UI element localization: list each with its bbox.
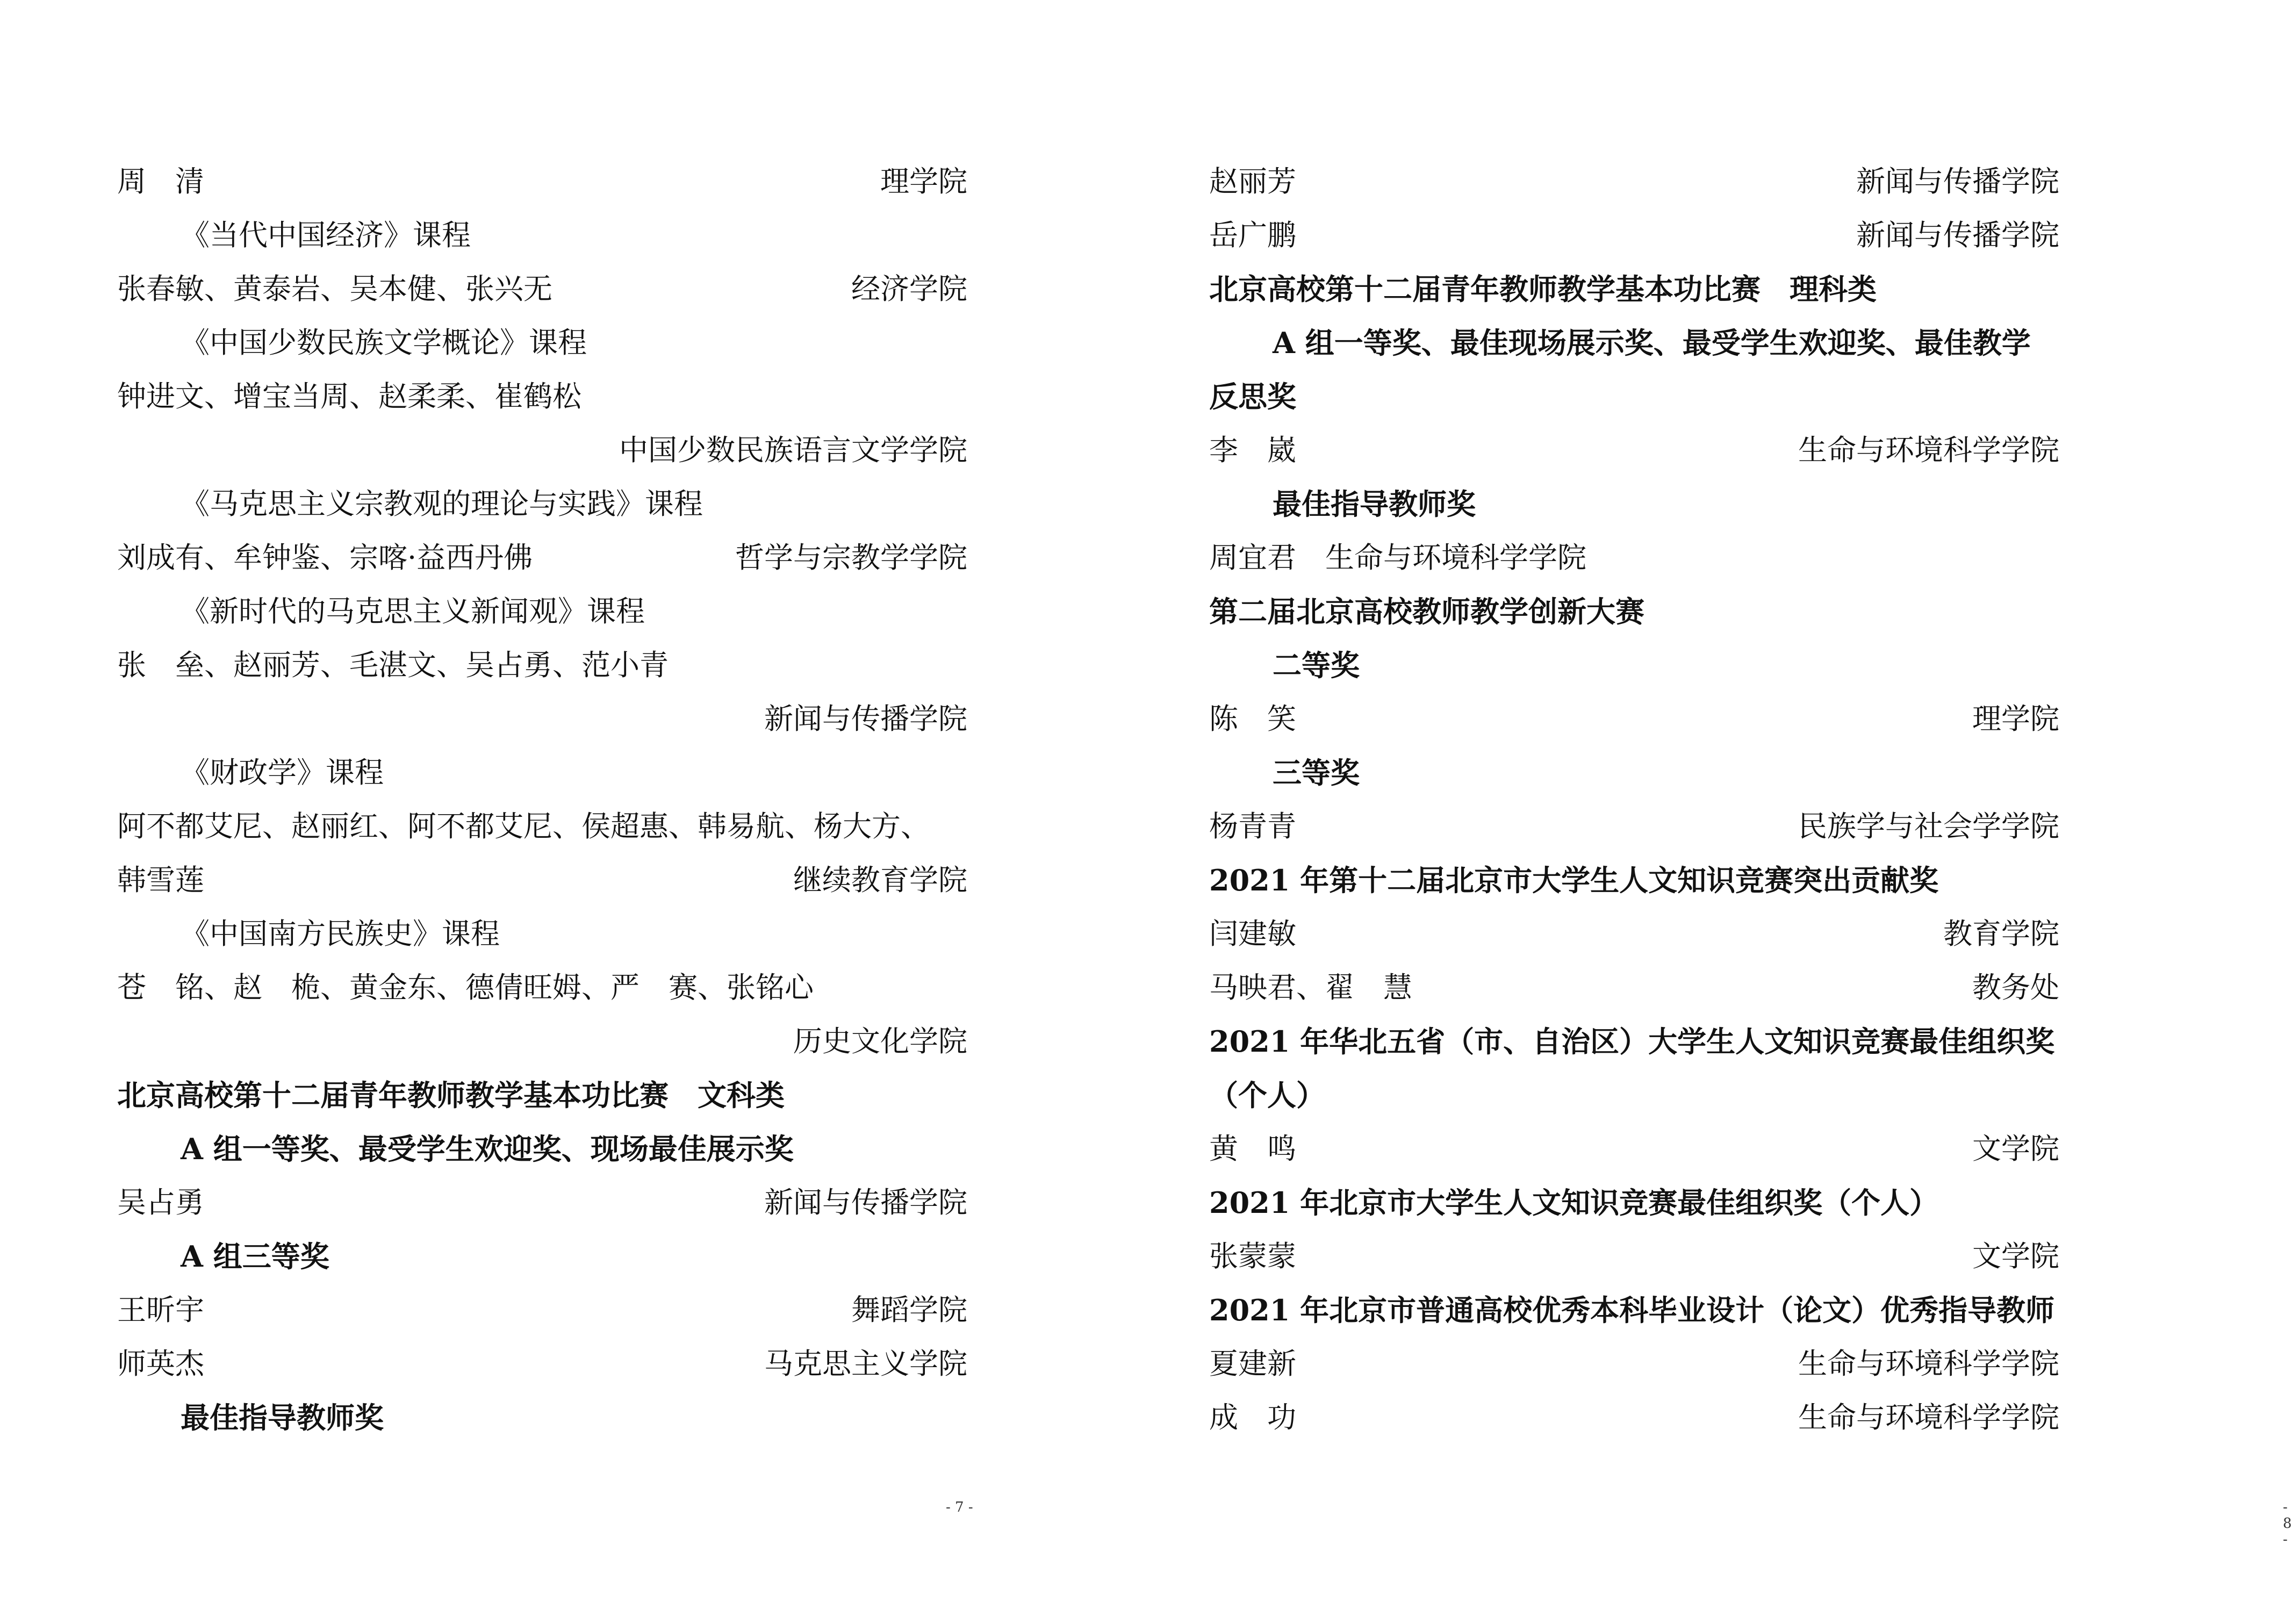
heading-text: 2021 年第十二届北京市大学生人文知识竞赛突出贡献奖 [1209,863,1939,897]
page-left [0,0,1083,1624]
names: 张蒙蒙 [1209,1239,1296,1273]
names: 闫建敏 [1209,917,1296,951]
heading-text: 第二届北京高校教师教学创新大赛 [1209,594,1644,629]
competition-heading [1209,262,2059,316]
affiliation: 马克思主义学院 [764,1347,967,1381]
name-line [117,531,967,585]
page-number: - 7 - [946,1499,973,1515]
names: 王昕宇 [117,1293,204,1327]
name-line [1209,1230,2059,1283]
name-line [1209,961,2059,1015]
award-name: A 组一等奖、最佳现场展示奖、最受学生欢迎奖、最佳教学 [1273,326,2031,360]
award-heading [117,1122,967,1176]
names: 岳广鹏 [1209,218,1296,252]
names: 师英杰 [117,1347,204,1381]
heading-text: （个人） [1209,1078,1325,1112]
name-line [1209,907,2059,961]
course-name: 《当代中国经济》课程 [181,218,471,252]
affiliation: 经济学院 [851,272,967,306]
course-title [117,585,967,638]
award-heading [117,1230,967,1283]
award-name: 最佳指导教师奖 [181,1400,384,1435]
award-name: A 组一等奖、最受学生欢迎奖、现场最佳展示奖 [181,1132,794,1166]
award-name: 最佳指导教师奖 [1273,487,1476,521]
affiliation: 哲学与宗教学学院 [735,541,967,574]
competition-heading-continued [1209,1068,2059,1122]
names: 阿不都艾尼、赵丽红、阿不都艾尼、侯超惠、韩易航、杨大方、 [117,809,930,843]
names: 韩雪莲 [117,863,204,897]
names: 苍 铭、赵 桅、黄金东、德倩旺姆、严 赛、张铭心 [117,971,814,1004]
heading-text: 2021 年北京市大学生人文知识竞赛最佳组织奖（个人） [1209,1185,1939,1220]
names: 马映君、翟 慧 [1209,971,1412,1004]
name-line [1209,1122,2059,1176]
name-line [117,262,967,316]
affiliation: 教育学院 [1943,917,2059,951]
affiliation: 舞蹈学院 [851,1293,967,1327]
course-name: 《中国南方民族史》课程 [181,917,500,951]
affiliation: 生命与环境科学学院 [1798,433,2059,467]
names: 黄 鸣 [1209,1132,1296,1166]
course-name: 《中国少数民族文学概论》课程 [181,326,587,360]
affiliation: 文学院 [1972,1239,2059,1273]
affiliation-line [117,423,967,477]
name-line [117,1176,967,1230]
affiliation: 继续教育学院 [793,863,967,897]
name-line [1209,423,2059,477]
names: 成 功 [1209,1400,1296,1434]
names: 周 清 [117,164,204,198]
name-line [117,370,967,423]
name-line [117,155,967,209]
name-line [1209,1391,2059,1445]
name-line [117,853,967,907]
course-name: 《马克思主义宗教观的理论与实践》课程 [181,487,703,521]
affiliation: 新闻与传播学院 [764,702,967,736]
affiliation: 文学院 [1972,1132,2059,1166]
name-line [117,961,967,1015]
name-line [1209,155,2059,209]
name-line [117,1337,967,1391]
names: 张 垒、赵丽芳、毛湛文、吴占勇、范小青 [117,648,669,682]
names: 夏建新 [1209,1347,1296,1381]
affiliation: 生命与环境科学学院 [1798,1400,2059,1434]
affiliation: 理学院 [880,164,967,198]
names: 吴占勇 [117,1185,204,1219]
course-name: 《财政学》课程 [181,756,384,789]
award-name: A 组三等奖 [181,1239,329,1274]
award-name: 二等奖 [1273,648,1360,682]
names: 李 崴 [1209,433,1296,467]
page-number: - 8 - [2283,1499,2292,1548]
award-name: 反思奖 [1209,379,1296,414]
award-name: 三等奖 [1273,756,1360,790]
competition-heading [1209,1176,2059,1230]
course-title [117,477,967,531]
name-line [1209,800,2059,853]
award-heading [1209,316,2059,370]
award-heading [1209,638,2059,692]
names: 赵丽芳 [1209,164,1296,198]
name-line [1209,209,2059,262]
competition-heading [1209,853,2059,907]
names: 周宜君 生命与环境科学学院 [1209,541,1586,574]
affiliation: 生命与环境科学学院 [1798,1347,2059,1381]
award-heading-continued [1209,370,2059,423]
name-line [117,800,967,853]
affiliation: 新闻与传播学院 [1856,218,2059,252]
affiliation: 历史文化学院 [793,1024,967,1058]
names: 刘成有、牟钟鉴、宗喀·益西丹佛 [117,541,533,574]
award-heading [1209,477,2059,531]
competition-heading [1209,1015,2059,1068]
course-title [117,907,967,961]
course-title [117,316,967,370]
course-title [117,746,967,800]
affiliation: 民族学与社会学学院 [1798,809,2059,843]
page-right [1083,0,2292,1624]
name-line [117,1283,967,1337]
competition-heading [1209,585,2059,638]
name-line [1209,692,2059,746]
names: 陈 笑 [1209,702,1296,736]
course-title [117,209,967,262]
heading-text: 北京高校第十二届青年教师教学基本功比赛 文科类 [117,1078,785,1112]
names: 杨青青 [1209,809,1296,843]
course-name: 《新时代的马克思主义新闻观》课程 [181,594,645,628]
name-line [1209,531,2059,585]
heading-text: 北京高校第十二届青年教师教学基本功比赛 理科类 [1209,272,1877,306]
competition-heading [1209,1283,2059,1337]
award-heading [117,1391,967,1445]
affiliation: 教务处 [1972,971,2059,1004]
affiliation: 新闻与传播学院 [764,1185,967,1219]
name-line [1209,1337,2059,1391]
heading-text: 2021 年华北五省（市、自治区）大学生人文知识竞赛最佳组织奖 [1209,1024,2055,1059]
affiliation: 中国少数民族语言文学学院 [619,433,967,467]
heading-text: 2021 年北京市普通高校优秀本科毕业设计（论文）优秀指导教师 [1209,1293,2055,1327]
affiliation-line [117,692,967,746]
affiliation: 理学院 [1972,702,2059,736]
names: 张春敏、黄泰岩、吴本健、张兴无 [117,272,552,306]
competition-heading [117,1068,967,1122]
affiliation-line [117,1015,967,1068]
award-heading [1209,746,2059,800]
affiliation: 新闻与传播学院 [1856,164,2059,198]
name-line [117,638,967,692]
names: 钟进文、增宝当周、赵柔柔、崔鹤松 [117,379,581,413]
